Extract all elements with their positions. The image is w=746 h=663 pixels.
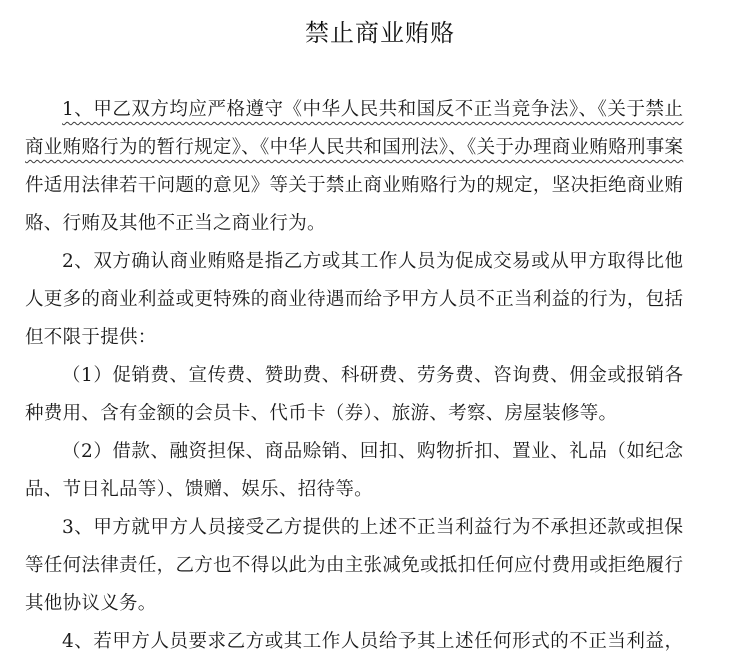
text-line [25, 281, 683, 319]
text-line [25, 357, 683, 395]
text-line-content: 件适用法律若干问题的意见》等关于禁止商业贿赂行为的规定，坚决拒绝商业贿 [25, 175, 684, 196]
paragraph-2-item-1 [25, 357, 683, 433]
paragraph-1 [25, 91, 683, 243]
text-line [25, 395, 683, 433]
text-line [25, 585, 683, 623]
text-line-content: 等任何法律责任，乙方也不得以此为由主张减免或抵扣任何应付费用或拒绝履行 [25, 555, 684, 576]
paragraph-2-item-2 [25, 433, 683, 509]
text-line [25, 129, 683, 167]
text-line [25, 167, 683, 205]
text-line-content: 种费用、含有金额的会员卡、代币卡（券）、旅游、考察、房屋装修等。 [25, 403, 618, 424]
text-line-content: 1、甲乙双方均应严格遵守《中华人民共和国反不正当竞争法》、《关于禁止 [62, 99, 684, 120]
paragraph-4 [25, 623, 683, 661]
text-line [25, 509, 683, 547]
text-line-content: 商业贿赂行为的暂行规定》、《中华人民共和国刑法》、《关于办理商业贿赂刑事案 [25, 137, 684, 158]
text-line-content: （1）促销费、宣传费、赞助费、科研费、劳务费、咨询费、佣金或报销各 [62, 365, 684, 386]
text-line [25, 471, 683, 509]
text-line [25, 319, 683, 357]
text-line-content: 人更多的商业利益或更特殊的商业待遇而给予甲方人员不正当利益的行为，包括 [25, 289, 684, 310]
text-line-content: 3、甲方就甲方人员接受乙方提供的上述不正当利益行为不承担还款或担保 [62, 517, 684, 538]
text-line-content: 赂、行贿及其他不正当之商业行为。 [25, 213, 326, 234]
paragraph-3 [25, 509, 683, 623]
page-title: 禁止商业贿赂 [305, 19, 455, 47]
text-line [25, 623, 683, 661]
text-line-content: 其他协议义务。 [25, 593, 157, 614]
text-line [25, 243, 683, 281]
paragraph-2 [25, 243, 683, 357]
text-line [25, 205, 683, 243]
text-line-content: （2）借款、融资担保、商品赊销、回扣、购物折扣、置业、礼品（如纪念 [62, 441, 684, 462]
text-line [25, 433, 683, 471]
text-line [25, 91, 683, 129]
text-line-content: 4、若甲方人员要求乙方或其工作人员给予其上述任何形式的不正当利益， [62, 631, 684, 652]
text-line [25, 547, 683, 585]
document-body [25, 91, 683, 661]
text-line-content: 2、双方确认商业贿赂是指乙方或其工作人员为促成交易或从甲方取得比他 [62, 251, 684, 272]
text-line-content: 品、节日礼品等）、馈赠、娱乐、招待等。 [25, 479, 373, 500]
text-line-content: 但不限于提供： [25, 327, 157, 348]
